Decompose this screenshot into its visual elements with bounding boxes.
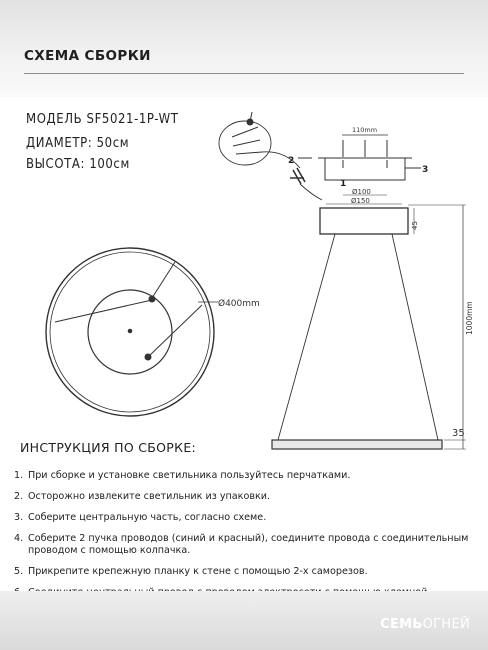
mount-point-1 [149, 296, 155, 302]
top-view [46, 248, 218, 416]
step-text: При сборке и установке светильника пользуйтесь перчатками. [28, 470, 351, 481]
step-text: Осторожно извлеките светильник из упаковки. [28, 491, 271, 502]
instructions-title: ИНСТРУКЦИЯ ПО СБОРКЕ: [20, 440, 197, 455]
pendant-assembly [272, 205, 466, 449]
dim-110: 110mm [352, 126, 378, 134]
dim-35: 35 [452, 428, 465, 439]
step-number: 3. [14, 512, 24, 523]
canopy-cable [300, 184, 322, 200]
diameter-label: ДИАМЕТР: 50см [26, 136, 130, 151]
wire-1 [232, 127, 258, 137]
canopy-assembly [298, 135, 421, 234]
step-text: Соберите центральную часть, согласно схеме. [28, 512, 267, 523]
mounting-bracket [325, 158, 405, 180]
page-title: СХЕМА СБОРКИ [24, 48, 151, 64]
spoke-top [152, 262, 175, 298]
cable-left [278, 234, 335, 440]
list-item [14, 512, 474, 524]
step-3-marker: 3 [422, 165, 429, 175]
dim-100: Ø100 [352, 188, 371, 196]
step-text: Соберите 2 пучка проводов (синий и красный), соедините провода с соединительным проводом с помощью колпачка. [28, 533, 469, 556]
list-item [14, 566, 474, 578]
list-item [14, 491, 474, 503]
step-1-marker: 1 [340, 179, 347, 189]
dim-45: 45 [411, 221, 419, 230]
spoke-upper [55, 300, 152, 322]
wiring-detail [219, 112, 322, 200]
model-label: МОДЕЛЬ SF5021-1P-WT [26, 112, 179, 127]
brand-logo [380, 617, 470, 632]
step-text: Прикрепите крепежную планку к стене с помощью 2-х саморезов. [28, 566, 368, 577]
terminal-block [290, 168, 305, 184]
brand-light: ОГНЕЙ [422, 617, 470, 632]
wire-3 [236, 152, 262, 154]
step-number: 1. [14, 470, 24, 481]
height-label: ВЫСОТА: 100см [26, 157, 130, 172]
cable-right [392, 234, 438, 440]
dim-400: Ø400mm [218, 299, 260, 309]
wire-2 [233, 140, 260, 146]
step-number: 5. [14, 566, 24, 577]
step-2-marker: 2 [288, 156, 295, 166]
list-item [14, 470, 474, 482]
step-number: 2. [14, 491, 24, 502]
mount-point-2 [145, 354, 151, 360]
list-item [14, 533, 474, 557]
dim-150: Ø150 [351, 197, 370, 205]
spoke-right [148, 305, 202, 357]
dim-1000: 1000mm [465, 301, 474, 335]
canopy-body [320, 208, 408, 234]
step-number: 4. [14, 533, 24, 544]
center-point [128, 329, 132, 333]
ring-side-view [272, 440, 442, 449]
brand-bold: СЕМЬ [380, 617, 423, 632]
